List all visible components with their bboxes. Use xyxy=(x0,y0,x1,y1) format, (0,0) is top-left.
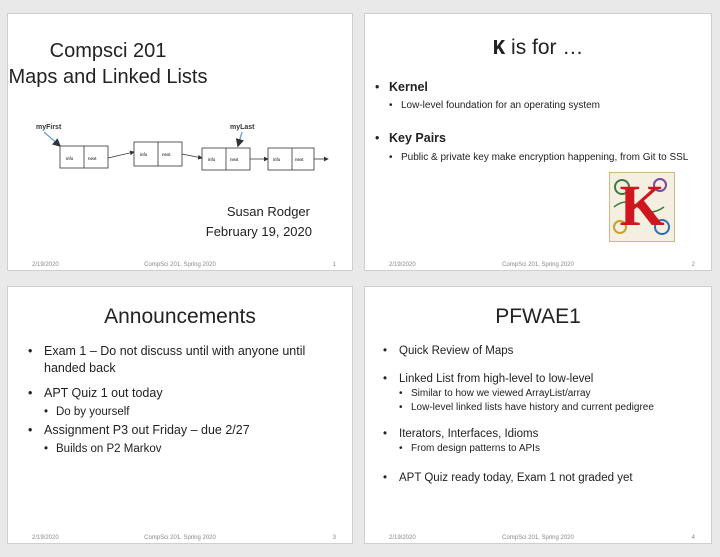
mylast-label: myLast xyxy=(230,124,255,131)
bullet-apt-ready xyxy=(383,472,688,484)
presentation-date: February 19, 2020 xyxy=(205,224,312,239)
slide-1-title xyxy=(8,38,208,90)
title-line-2: Maps and Linked Lists xyxy=(8,66,208,88)
bullet-linked-list xyxy=(383,373,688,414)
bullet-label: Quick Review of Maps xyxy=(399,345,514,357)
sub-bullet: • Public & private key make encryption happening, from Git to SSL xyxy=(389,151,691,164)
bullet-label: Linked List from high-level to low-level xyxy=(399,373,594,385)
bullet-exam xyxy=(28,343,328,377)
sub-bullet: • Low-level foundation for an operating system xyxy=(389,100,690,111)
slide-2[interactable] xyxy=(364,13,712,271)
slide-3[interactable] xyxy=(7,286,353,544)
illuminated-k-image xyxy=(609,172,675,242)
title-rest: is for … xyxy=(511,36,584,59)
slide-1[interactable] xyxy=(7,13,353,271)
node-2-next: next xyxy=(162,152,171,157)
footer-course: CompSci 201, Spring 2020 xyxy=(502,535,574,541)
sub-bullet: • Builds on P2 Markov xyxy=(44,443,328,455)
slide-2-bullets xyxy=(375,80,690,164)
footer-date: 2/19/2020 xyxy=(389,535,416,541)
node-4-next: next xyxy=(295,157,304,162)
slide-number: 3 xyxy=(332,535,336,541)
bullet-label: Assignment P3 out Friday – due 2/27 xyxy=(44,423,250,437)
bullet-label: APT Quiz ready today, Exam 1 not graded yet xyxy=(399,472,633,484)
sub-bullet: • Do by yourself xyxy=(44,406,328,418)
sub-bullet: • Similar to how we viewed ArrayList/array xyxy=(399,388,688,399)
footer-date: 2/19/2020 xyxy=(389,262,416,268)
bullet-label: Exam 1 – Do not discuss until with anyone until handed back xyxy=(44,344,306,375)
footer-course: CompSci 201, Spring 2020 xyxy=(144,535,216,541)
sub-bullet: • From design patterns to APIs xyxy=(399,443,688,454)
node-1-info: info xyxy=(66,156,74,161)
bullet-label: APT Quiz 1 out today xyxy=(44,386,163,400)
sub-bullet: • Low-level linked lists have history and current pedigree xyxy=(399,402,691,414)
slide-4-title: PFWAE1 xyxy=(495,305,581,328)
footer-course: CompSci 201, Spring 2020 xyxy=(144,262,216,268)
slide-number: 2 xyxy=(691,262,695,268)
linked-list-diagram xyxy=(30,118,330,188)
title-line-1: Compsci 201 xyxy=(49,40,167,62)
bullet-key-pairs xyxy=(375,131,690,164)
slide-number: 1 xyxy=(332,262,336,268)
bullet-apt-quiz xyxy=(28,386,328,418)
footer-date: 2/19/2020 xyxy=(32,535,59,541)
slide-3-title: Announcements xyxy=(104,305,256,328)
slide-number: 4 xyxy=(691,535,695,541)
slide-3-bullets xyxy=(28,343,328,455)
title-k: K xyxy=(492,38,506,61)
slide-2-title xyxy=(365,36,711,61)
footer-course: CompSci 201, Spring 2020 xyxy=(502,262,574,268)
bullet-kernel xyxy=(375,80,690,111)
bullet-label: Key Pairs xyxy=(389,131,446,145)
bullet-label: Iterators, Interfaces, Idioms xyxy=(399,428,539,440)
bullet-assignment xyxy=(28,423,328,455)
bullet-iterators xyxy=(383,428,688,454)
myfirst-label: myFirst xyxy=(36,124,62,131)
node-2-info: info xyxy=(140,152,148,157)
slide-4-bullets xyxy=(383,345,688,484)
illuminated-k-letter: K xyxy=(619,173,665,238)
node-1-next: next xyxy=(88,156,97,161)
node-4-info: info xyxy=(273,157,281,162)
footer-date: 2/19/2020 xyxy=(32,262,59,268)
node-3-info: info xyxy=(208,157,216,162)
bullet-label: Kernel xyxy=(389,80,428,94)
author-name: Susan Rodger xyxy=(226,204,310,219)
bullet-maps xyxy=(383,345,688,357)
node-3-next: next xyxy=(230,157,239,162)
slide-4[interactable] xyxy=(364,286,712,544)
